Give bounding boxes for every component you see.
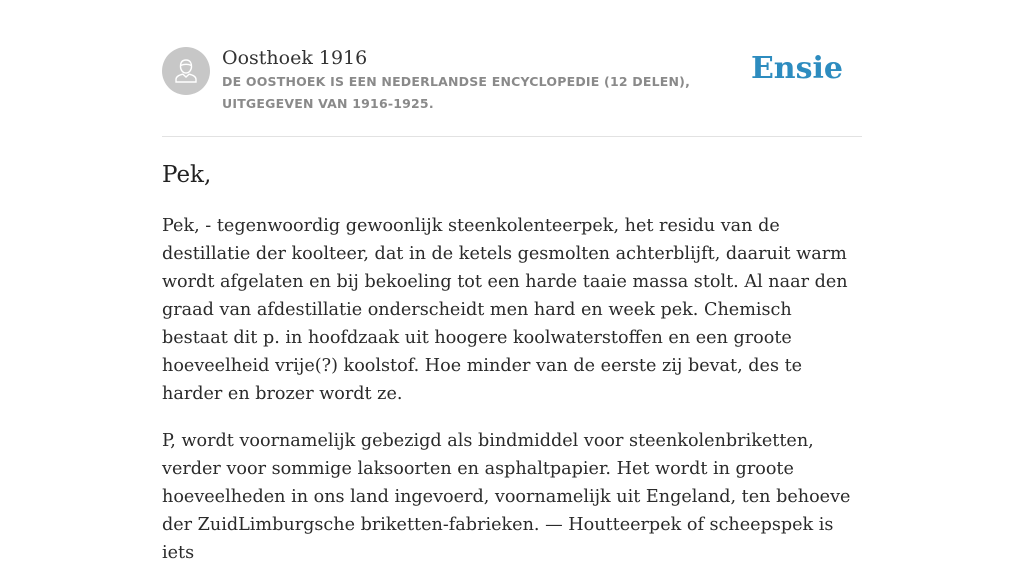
source-description: DE OOSTHOEK IS EEN NEDERLANDSE ENCYCLOPEDIE (12 DELEN), UITGEGEVEN VAN 1916-1925. [222,74,691,111]
article-paragraph: Pek, - tegenwoordig gewoonlijk steenkolenteerpek, het residu van de destillatie der koolteer, dat in de ketels gesmolten achterblijft, daaruit warm wordt afgelaten en bij bekoeling tot een harde taaie massa stolt. Al naar den graad van afdestillatie onderscheidt men hard en week pek. Chemisch bestaat dit p. in hoofdzaak uit hoogere koolwaterstoffen en een groote hoeveelheid vrije(?) koolstof. Hoe minder van de eerste zij bevat, des te harder en brozer wordt ze. [162,216,848,404]
source-avatar[interactable] [162,47,210,95]
ensie-logo-link[interactable]: Ensie [750,51,843,86]
article [162,158,862,567]
article-title: Pek, [162,162,212,188]
source-name[interactable]: Oosthoek 1916 [222,47,368,69]
user-icon [171,56,201,86]
article-paragraph: P, wordt voornamelijk gebezigd als bindmiddel voor steenkolenbriketten, verder voor sommige laksoorten en asphaltpapier. Het wordt in groote hoeveelheden in ons land ingevoerd, voornamelijk uit Engeland, ten behoeve der ZuidLimburgsche briketten-fabrieken. — Houtteerpek of scheepspek is iets [162,431,851,563]
source-header [162,47,862,137]
